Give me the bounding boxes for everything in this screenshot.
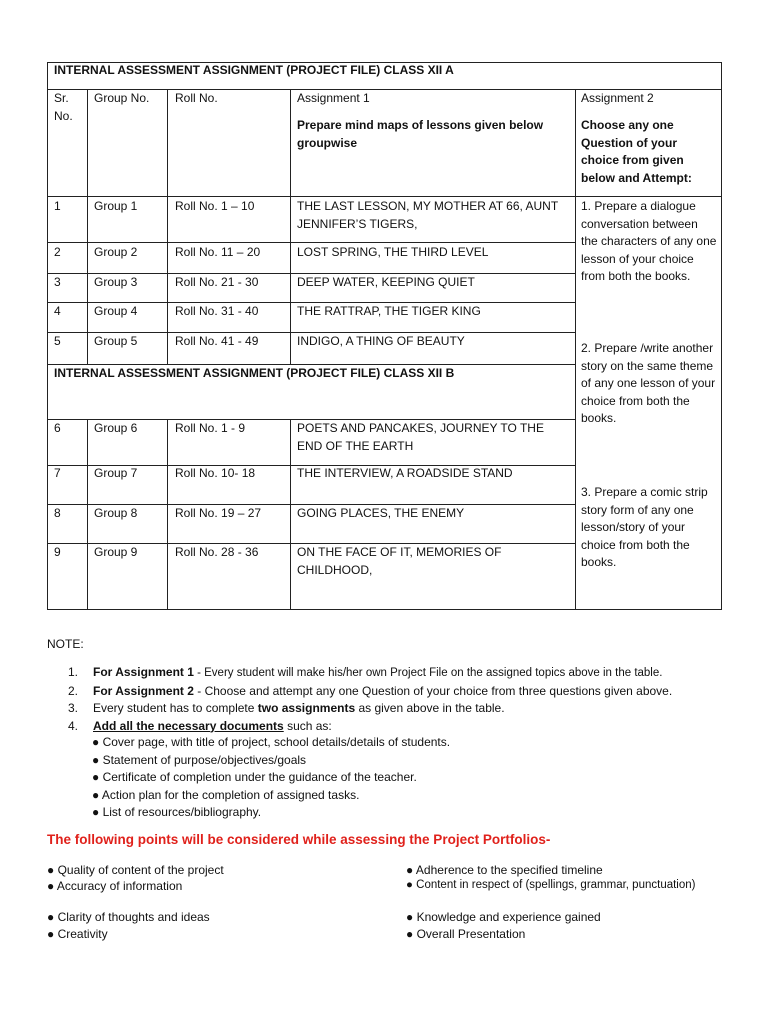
roll-no: Roll No. 31 - 40 bbox=[175, 304, 259, 318]
note-bold: For Assignment 2 bbox=[93, 683, 194, 698]
note-bold: For Assignment 1 bbox=[93, 665, 194, 679]
sr-no: 1 bbox=[54, 199, 61, 213]
group-no: Group 5 bbox=[94, 334, 138, 348]
sr-no: 4 bbox=[54, 304, 61, 318]
list-number: 4. bbox=[68, 718, 79, 733]
roll-no: Roll No. 11 – 20 bbox=[175, 245, 261, 259]
lessons: GOING PLACES, THE ENEMY bbox=[297, 506, 465, 520]
note-heading: NOTE: bbox=[47, 637, 84, 651]
note-pre: Every student has to complete bbox=[93, 701, 258, 715]
roll-no: Roll No. 21 - 30 bbox=[175, 275, 259, 289]
roll-no: Roll No. 1 - 9 bbox=[175, 421, 246, 435]
roll-no: Roll No. 10- 18 bbox=[175, 466, 256, 480]
list-item bbox=[68, 664, 748, 683]
note-text: such as: bbox=[283, 718, 332, 733]
lessons: THE INTERVIEW, A ROADSIDE STAND bbox=[297, 466, 513, 480]
sr-no: 6 bbox=[54, 421, 61, 435]
group-no: Group 1 bbox=[94, 199, 138, 213]
assignment-2-question-1: 1. Prepare a dialogue conversation between the characters of any one lesson of your choice from both the books. bbox=[581, 199, 717, 283]
document-item: ● Statement of purpose/objectives/goals bbox=[92, 753, 307, 767]
note-text: as given above in the table. bbox=[355, 701, 505, 715]
list-item bbox=[68, 718, 748, 736]
group-no: Group 8 bbox=[94, 506, 138, 520]
list-number: 1. bbox=[68, 665, 79, 679]
criteria-item: ● Overall Presentation bbox=[406, 927, 526, 941]
lessons: ON THE FACE OF IT, MEMORIES OF CHILDHOOD, bbox=[297, 545, 502, 577]
class-xii-a-header: INTERNAL ASSESSMENT ASSIGNMENT (PROJECT FILE) CLASS XII A bbox=[54, 63, 454, 77]
column-header-assignment-2: Assignment 2 bbox=[581, 91, 654, 105]
class-xii-b-header: INTERNAL ASSESSMENT ASSIGNMENT (PROJECT FILE) CLASS XII B bbox=[54, 366, 455, 380]
list-number: 3. bbox=[68, 701, 79, 715]
lessons: THE RATTRAP, THE TIGER KING bbox=[297, 304, 481, 318]
lessons: LOST SPRING, THE THIRD LEVEL bbox=[297, 245, 489, 259]
document-item: ● Certificate of completion under the guidance of the teacher. bbox=[92, 770, 417, 784]
criteria-item: ● Content in respect of (spellings, grammar, punctuation) bbox=[406, 879, 696, 891]
column-header-roll-no: Roll No. bbox=[175, 91, 218, 105]
criteria-item: ● Accuracy of information bbox=[47, 879, 183, 893]
criteria-item: ● Knowledge and experience gained bbox=[406, 910, 601, 924]
assignment-2-question-3: 3. Prepare a comic strip story form of any one lesson/story of your choice from both the books. bbox=[581, 485, 708, 569]
column-header-group-no: Group No. bbox=[94, 91, 150, 105]
lessons: POETS AND PANCAKES, JOURNEY TO THE END OF THE EARTH bbox=[297, 421, 544, 453]
document-item: ● List of resources/bibliography. bbox=[92, 805, 262, 819]
lessons: INDIGO, A THING OF BEAUTY bbox=[297, 334, 465, 348]
note-text: - Choose and attempt any one Question of your choice from three questions given above. bbox=[193, 683, 673, 698]
criteria-item: ● Quality of content of the project bbox=[47, 863, 224, 877]
roll-no: Roll No. 28 - 36 bbox=[175, 545, 259, 559]
note-text: - Every student will make his/her own Project File on the assigned topics above in the table. bbox=[193, 667, 663, 679]
criteria-item: ● Adherence to the specified timeline bbox=[406, 863, 603, 877]
roll-no: Roll No. 19 – 27 bbox=[175, 506, 262, 520]
document-item: ● Cover page, with title of project, school details/details of students. bbox=[92, 735, 451, 749]
list-number: 2. bbox=[68, 683, 79, 698]
sr-no: 9 bbox=[54, 545, 61, 559]
document-item: ● Action plan for the completion of assigned tasks. bbox=[92, 788, 360, 802]
sr-no: 7 bbox=[54, 466, 61, 480]
group-no: Group 4 bbox=[94, 304, 138, 318]
roll-no: Roll No. 41 - 49 bbox=[175, 334, 259, 348]
criteria-item: ● Clarity of thoughts and ideas bbox=[47, 910, 210, 924]
note-bold: two assignments bbox=[257, 701, 356, 715]
group-no: Group 6 bbox=[94, 421, 138, 435]
criteria-heading: The following points will be considered while assessing the Project Portfolios- bbox=[47, 832, 551, 847]
group-no: Group 9 bbox=[94, 545, 138, 559]
group-no: Group 2 bbox=[94, 245, 138, 259]
column-header-assignment-1: Assignment 1 bbox=[297, 91, 370, 105]
lessons: THE LAST LESSON, MY MOTHER AT 66, AUNT JENNIFER’S TIGERS, bbox=[297, 199, 558, 231]
sr-no: 2 bbox=[54, 245, 61, 259]
criteria-item: ● Creativity bbox=[47, 927, 108, 941]
sr-no: 3 bbox=[54, 275, 61, 289]
assignment-2-question-2: 2. Prepare /write another story on the same theme of any one lesson of your choice from both the books. bbox=[581, 341, 716, 425]
assignment-1-description: Prepare mind maps of lessons given below groupwise bbox=[297, 118, 544, 150]
group-no: Group 3 bbox=[94, 275, 138, 289]
lessons: DEEP WATER, KEEPING QUIET bbox=[297, 275, 475, 289]
sr-no: 8 bbox=[54, 506, 61, 520]
list-item bbox=[68, 700, 748, 718]
assignment-2-description: Choose any one Question of your choice from given below and Attempt: bbox=[581, 118, 692, 185]
group-no: Group 7 bbox=[94, 466, 138, 480]
column-header-sr-no: Sr. No. bbox=[54, 91, 73, 123]
note-bold-underlined: Add all the necessary documents bbox=[93, 718, 284, 733]
list-item bbox=[68, 683, 748, 701]
sr-no: 5 bbox=[54, 334, 61, 348]
note-list bbox=[68, 664, 748, 735]
roll-no: Roll No. 1 – 10 bbox=[175, 199, 255, 213]
